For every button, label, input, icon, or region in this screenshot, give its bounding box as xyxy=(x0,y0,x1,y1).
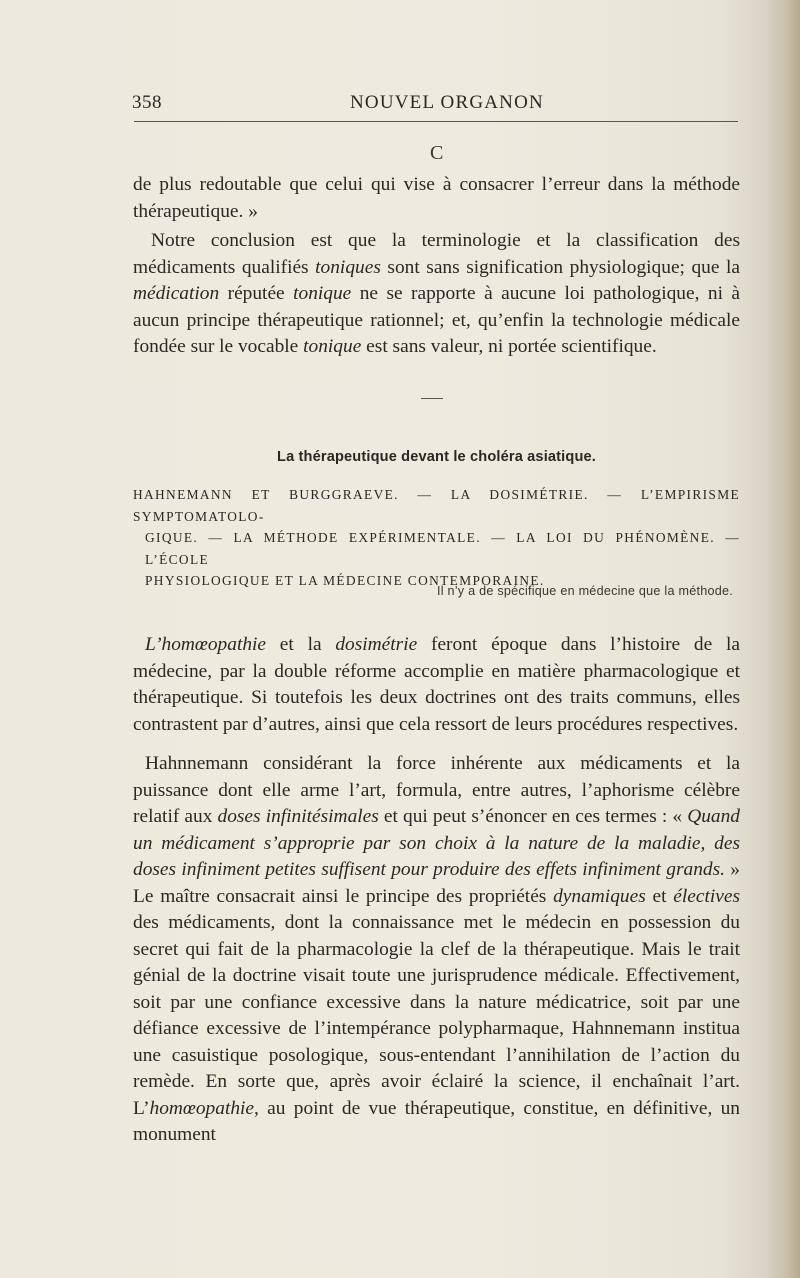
italic-term: homœopathie xyxy=(161,634,267,655)
italic-term: dynamiques xyxy=(553,885,646,907)
text-run: des médicaments, dont la connaissance met le médecin en possession du secret qui fait de la pharmacologie la clef de la thérapeutique. Mais le trait génial de la doctrine visait toute une jurisprudence médicale. Effectivement, soit par une confiance excessive dans la nature médicatrice, soit par une défiance excessive de l’intempérance polypharmaque, Hahnnemann institua une casuistique posologique, sous-entendant l’annihilation de l’action du remède. En sorte que, après avoir éclairé la science, il enchaînait l’art. L’ xyxy=(133,912,740,1119)
text-run: est sans valeur, ni portée scientifique. xyxy=(361,336,657,357)
epigraph: Il n’y a de spécifique en médecine que la méthode. xyxy=(436,584,733,598)
italic-term: tonique xyxy=(293,283,352,304)
summary-line: PHYSIOLOGIQUE ET LA MÉDECINE CONTEMPORAINE. xyxy=(145,573,545,588)
italic-term: dosimétrie xyxy=(335,634,418,655)
italic-term: toniques xyxy=(315,256,381,278)
signature-mark: C xyxy=(430,142,444,164)
italic-term: doses infinitésimales xyxy=(217,806,379,827)
page-number: 358 xyxy=(132,92,162,113)
italic-quote: Quand un médicament s’approprie par son choix à la nature de la maladie, des doses infiniment petites suffisent pour produire des effets infiniment grands. xyxy=(133,806,740,880)
paragraph-homoeopathy-dosimetry xyxy=(133,632,740,738)
text-run: Notre conclusion est que la terminologie et la classification des médicaments qualifiés xyxy=(133,230,740,278)
section-separator xyxy=(421,398,443,399)
running-header xyxy=(132,92,740,118)
italic-term: électives xyxy=(673,885,740,907)
paragraph-continuation xyxy=(133,172,740,225)
italic-term: L’ xyxy=(145,634,162,655)
text-run: ne se rapporte à aucune loi pathologique, ni à aucun principe thérapeutique rationnel; et, qu’enfin la technologie médicale fondée sur le vocable xyxy=(133,283,741,357)
paragraph-text: de plus redoutable que celui qui vise à consacrer l’erreur dans la méthode thérapeutique. » xyxy=(133,174,740,222)
text-run: et la xyxy=(266,634,336,655)
section-summary xyxy=(133,484,740,592)
italic-term: médication xyxy=(133,283,220,304)
text-run: sont sans signification physiologique; que la xyxy=(380,256,740,278)
text-run: , au point de vue thérapeutique, constitue, en définitive, un monument xyxy=(133,1097,740,1145)
running-title: NOUVEL ORGANON xyxy=(350,92,544,113)
text-run: et qui peut s’énoncer en ces termes : « xyxy=(378,806,688,827)
paragraph-hahnemann xyxy=(133,751,740,1149)
text-run: feront époque dans l’histoire de la médecine, par la double réforme accomplie en matière pharmacologique et thérapeutique. Si toutefois les deux doctrines ont des traits communs, elles contrastent par d’autres, ainsi que cela ressort de leurs procédures respectives. xyxy=(133,634,740,735)
summary-line: HAHNEMANN ET BURGGRAEVE. — LA DOSIMÉTRIE. — L’EMPIRISME SYMPTOMATOLO- xyxy=(133,487,740,524)
summary-line: GIQUE. — LA MÉTHODE EXPÉRIMENTALE. — LA LOI DU PHÉNOMÈNE. — L’ÉCOLE xyxy=(145,530,740,567)
text-run: Hahnnemann considérant la force inhérente aux médicaments et la puissance dont elle arme l’art, formula, entre autres, l’aphorisme célèbre relatif aux xyxy=(133,753,740,827)
text-run: » Le maître consacrait ainsi le principe des propriétés xyxy=(133,859,740,907)
text-run: et xyxy=(645,885,674,907)
header-rule xyxy=(134,121,738,122)
page-binding-shadow xyxy=(766,0,800,1278)
italic-term: homœopathie xyxy=(149,1097,255,1119)
italic-term: tonique xyxy=(303,336,362,357)
paragraph-conclusion xyxy=(133,228,740,361)
section-title: La thérapeutique devant le choléra asiatique. xyxy=(277,449,596,465)
text-run: réputée xyxy=(219,283,294,304)
